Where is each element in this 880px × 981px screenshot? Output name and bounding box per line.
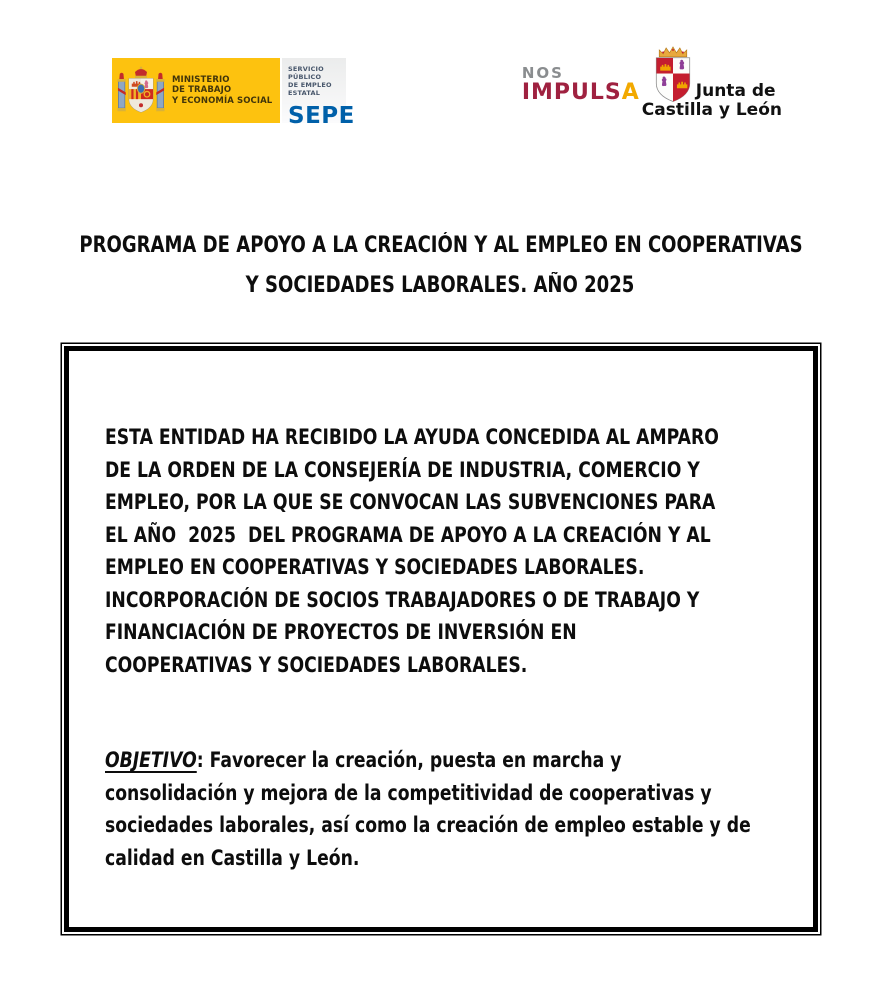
impulsa-word: IMPULSA: [521, 80, 640, 105]
nos-impulsa-logo: [522, 66, 640, 105]
page-title-line2: Y SOCIEDADES LABORALES. AÑO 2025: [245, 273, 635, 298]
junta-logo: [641, 46, 782, 120]
impulsa-accent-letter: A: [621, 80, 640, 105]
junta-line2: Castilla y León: [641, 100, 782, 120]
ministerio-name-line: Y ECONOMÍA SOCIAL: [172, 95, 273, 106]
ministerio-name-line: MINISTERIO: [172, 74, 230, 85]
objetivo-paragraph: OBJETIVO: Favorecer la creación, puesta en marcha y consolidación y mejora de la competitividad de cooperativas y sociedades laborales, así como la creación de empleo estable y de calidad en Castilla y León.: [105, 748, 751, 870]
sepe-logo: [280, 58, 355, 129]
castilla-leon-shield-icon: [654, 46, 692, 103]
objetivo-label: OBJETIVO: [105, 748, 197, 772]
header-logos: [0, 0, 880, 129]
notice-box: [64, 346, 818, 932]
right-logos: [522, 58, 782, 120]
junta-line1: Junta de: [695, 81, 776, 101]
ministerio-logo-panel: [112, 58, 280, 123]
grant-notice-paragraph: ESTA ENTIDAD HA RECIBIDO LA AYUDA CONCEDIDA AL AMPARO DE LA ORDEN DE LA CONSEJERÍA DE INDUSTRIA, COMERCIO Y EMPLEO, POR LA QUE SE CONVOCAN LAS SUBVENCIONES PARA EL AÑO 2025 DEL PROGRAMA DE APOYO A LA CREACIÓN Y AL EMPLEO EN COOPERATIVAS Y SOCIEDADES LABORALES. INCORPORACIÓN DE SOCIOS TRABAJADORES O DE TRABAJO Y FINANCIACIÓN DE PROYECTOS DE INVERSIÓN EN COOPERATIVAS Y SOCIEDADES LABORALES.: [105, 425, 719, 677]
page-title: [0, 226, 880, 306]
ministerio-sepe-logo: [112, 58, 355, 129]
ministerio-name: [172, 75, 272, 107]
sepe-acronym: SEPE: [288, 103, 355, 129]
nos-word: NOS: [521, 64, 564, 82]
ministerio-name-line: DE TRABAJO: [172, 85, 232, 96]
sepe-subtitle: SERVICIO PÚBLICO DE EMPLEO ESTATAL: [288, 65, 332, 97]
spain-coat-of-arms-icon: [117, 62, 165, 119]
page-title-line1: PROGRAMA DE APOYO A LA CREACIÓN Y AL EMPLEO EN COOPERATIVAS: [79, 233, 803, 258]
